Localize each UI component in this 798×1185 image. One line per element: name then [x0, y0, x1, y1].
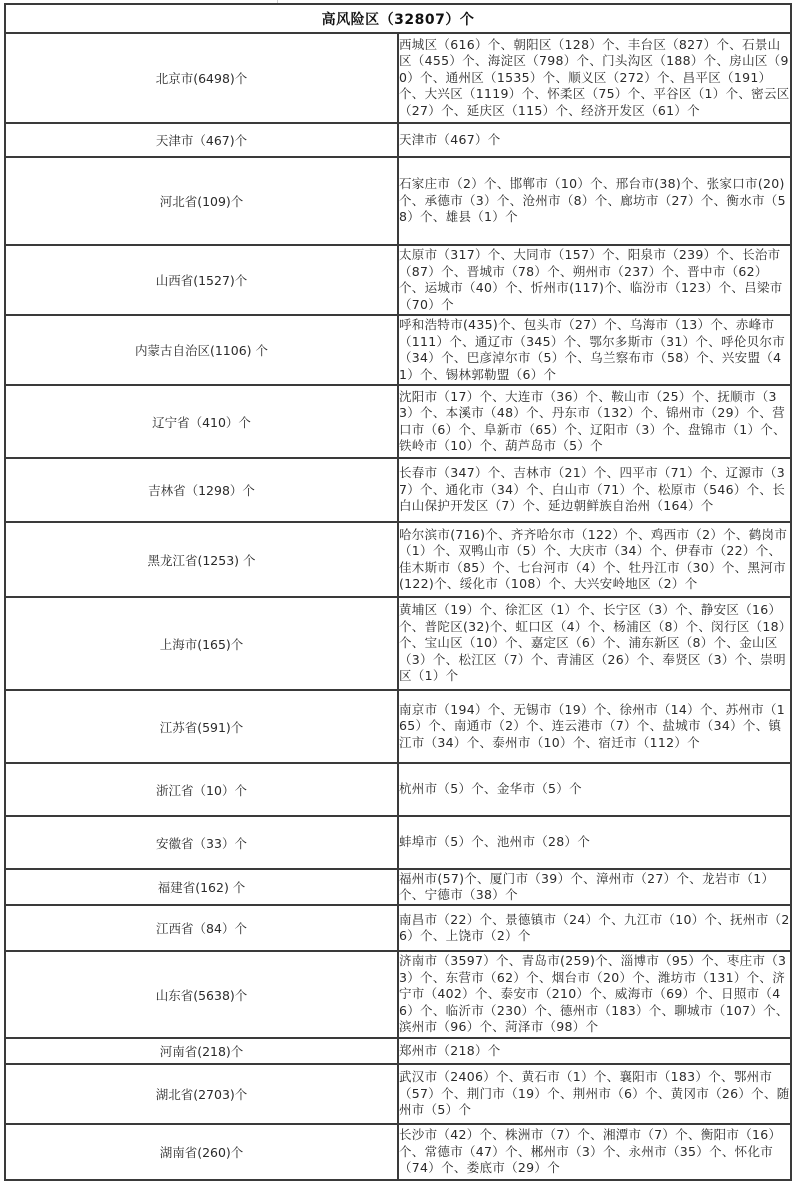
table-header-row	[5, 4, 791, 33]
district-detail-cell: 西城区（616）个、朝阳区（128）个、丰台区（827）个、石景山区（455）个、海淀区（798）个、门头沟区（188）个、房山区（90）个、通州区（1535）个、顺义区（272）个、昌平区（191）个、大兴区（1119）个、怀柔区（75）个、平谷区（1）个、密云区（27）个、延庆区（115）个、经济开发区（61）个	[398, 33, 791, 123]
district-detail-cell: 沈阳市（17）个、大连市（36）个、鞍山市（25）个、抚顺市（33）个、本溪市（48）个、丹东市（132）个、锦州市（29）个、营口市（6）个、阜新市（65）个、辽阳市（3）个、盘锦市（1）个、铁岭市（10）个、葫芦岛市（5）个	[398, 385, 791, 458]
province-cell: 浙江省（10）个	[5, 763, 398, 816]
district-detail-cell: 长沙市（42）个、株洲市（7）个、湘潭市（7）个、衡阳市（16）个、常德市（47）个、郴州市（3）个、永州市（35）个、怀化市（74）个、娄底市（29）个	[398, 1124, 791, 1180]
table-row	[5, 869, 791, 905]
district-detail-cell: 蚌埠市（5）个、池州市（28）个	[398, 816, 791, 869]
province-cell: 内蒙古自治区(1106) 个	[5, 315, 398, 385]
province-cell: 山西省(1527)个	[5, 245, 398, 315]
province-cell: 河北省(109)个	[5, 157, 398, 245]
table-row	[5, 385, 791, 458]
district-detail-cell: 济南市（3597）个、青岛市(259)个、淄博市（95）个、枣庄市（33）个、东营市（62）个、烟台市（20）个、潍坊市（131）个、济宁市（402）个、泰安市（210）个、威海市（69）个、日照市（46）个、临沂市（230）个、德州市（183）个、聊城市（107）个、滨州市（96）个、菏泽市（98）个	[398, 951, 791, 1038]
province-cell: 安徽省（33）个	[5, 816, 398, 869]
province-cell: 山东省(5638)个	[5, 951, 398, 1038]
district-detail-cell: 郑州市（218）个	[398, 1038, 791, 1064]
province-cell: 天津市（467)个	[5, 123, 398, 157]
province-cell: 湖南省(260)个	[5, 1124, 398, 1180]
province-cell: 黑龙江省(1253) 个	[5, 522, 398, 597]
table-row	[5, 816, 791, 869]
district-detail-cell: 长春市（347）个、吉林市（21）个、四平市（71）个、辽源市（37）个、通化市（34）个、白山市（71）个、松原市（546）个、长白山保护开发区（7）个、延边朝鲜族自治州（164）个	[398, 458, 791, 522]
province-cell: 江西省（84）个	[5, 905, 398, 951]
table-row	[5, 315, 791, 385]
province-cell: 上海市(165)个	[5, 597, 398, 690]
province-cell: 辽宁省（410）个	[5, 385, 398, 458]
table-body	[5, 33, 791, 1180]
province-cell: 河南省(218)个	[5, 1038, 398, 1064]
table-row	[5, 1038, 791, 1064]
table-row	[5, 33, 791, 123]
province-cell: 湖北省(2703)个	[5, 1064, 398, 1124]
table-row	[5, 597, 791, 690]
table-row	[5, 690, 791, 763]
province-cell: 吉林省（1298）个	[5, 458, 398, 522]
province-cell: 福建省(162) 个	[5, 869, 398, 905]
district-detail-cell: 武汉市（2406）个、黄石市（1）个、襄阳市（183）个、鄂州市（57）个、荆门市（19）个、荆州市（6）个、黄冈市（26）个、随州市（5）个	[398, 1064, 791, 1124]
province-cell: 江苏省(591)个	[5, 690, 398, 763]
district-detail-cell: 黄埔区（19）个、徐汇区（1）个、长宁区（3）个、静安区（16）个、普陀区(32)个、虹口区（4）个、杨浦区（8）个、闵行区（18）个、宝山区（10）个、嘉定区（6）个、浦东新区（8）个、金山区（3）个、松江区（7）个、青浦区（26）个、奉贤区（3）个、崇明区（1）个	[398, 597, 791, 690]
province-cell: 北京市(6498)个	[5, 33, 398, 123]
high-risk-area-table	[4, 3, 792, 1181]
district-detail-cell: 南京市（194）个、无锡市（19）个、徐州市（14）个、苏州市（165）个、南通市（2）个、连云港市（7）个、盐城市（34）个、镇江市（34）个、泰州市（10）个、宿迁市（112）个	[398, 690, 791, 763]
district-detail-cell: 天津市（467）个	[398, 123, 791, 157]
district-detail-cell: 杭州市（5）个、金华市（5）个	[398, 763, 791, 816]
table-row	[5, 905, 791, 951]
district-detail-cell: 呼和浩特市(435)个、包头市（27）个、乌海市（13）个、赤峰市（111）个、通辽市（345）个、鄂尔多斯市（31）个、呼伦贝尔市（34）个、巴彦淖尔市（5）个、乌兰察布市（58）个、兴安盟（41）个、锡林郭勒盟（6）个	[398, 315, 791, 385]
table-title: 高风险区（32807）个	[5, 4, 791, 33]
table-row	[5, 1064, 791, 1124]
district-detail-cell: 石家庄市（2）个、邯郸市（10）个、邢台市(38)个、张家口市(20)个、承德市（3）个、沧州市（8）个、廊坊市（27）个、衡水市（58）个、雄县（1）个	[398, 157, 791, 245]
table-row	[5, 245, 791, 315]
district-detail-cell: 太原市（317）个、大同市（157）个、阳泉市（239）个、长治市（87）个、晋城市（78）个、朔州市（237）个、晋中市（62）个、运城市（40）个、忻州市(117)个、临汾市（123）个、吕梁市（70）个	[398, 245, 791, 315]
district-detail-cell: 南昌市（22）个、景德镇市（24）个、九江市（10）个、抚州市（26）个、上饶市（2）个	[398, 905, 791, 951]
table-row	[5, 951, 791, 1038]
table-row	[5, 522, 791, 597]
district-detail-cell: 哈尔滨市(716)个、齐齐哈尔市（122）个、鸡西市（2）个、鹤岗市（1）个、双鸭山市（5）个、大庆市（34）个、伊春市（22）个、佳木斯市（85）个、七台河市（4）个、牡丹江市（30）个、黑河市(122)个、绥化市（108）个、大兴安岭地区（2）个	[398, 522, 791, 597]
table-row	[5, 763, 791, 816]
table-row	[5, 1124, 791, 1180]
table-row	[5, 458, 791, 522]
table-row	[5, 157, 791, 245]
district-detail-cell: 福州市(57)个、厦门市（39）个、漳州市（27）个、龙岩市（1）个、宁德市（38）个	[398, 869, 791, 905]
table-row	[5, 123, 791, 157]
